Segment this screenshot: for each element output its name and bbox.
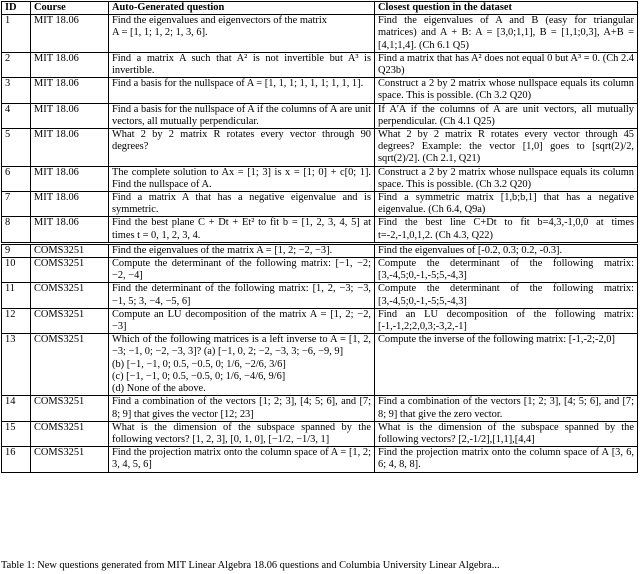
closest-question: Find an LU decomposition of the following matrix: [-1,-1,2;2,0,3;-3,2,-1]: [375, 308, 638, 333]
generated-question: What 2 by 2 matrix R rotates every vector through 90 degrees?: [109, 129, 375, 167]
row-id: 11: [2, 283, 31, 308]
table-row: [2, 217, 638, 243]
generated-question: Find the determinant of the following matrix: [1, 2, −3; −3, −1, 5; 3, −4, −5, 6]: [109, 283, 375, 308]
header-closest: Closest question in the dataset: [375, 2, 638, 15]
row-id: 16: [2, 447, 31, 472]
table-row: [2, 258, 638, 283]
generated-question: Which of the following matrices is a left inverse to A = [1, 2, −3; −1, 0; −2, −3, 3]? (a) [−1, 0, 2; −2, −3, 3; −6, −9, 9] (b) [−1, −1, 0; 0.5, −0.5, 0; 1/6, −2/6, 3/6] (c) [−1, −1, 0; 0.5, −0.5, 0; 1/6, −4/6, 9/6] (d) None of the above.: [109, 334, 375, 396]
row-id: 15: [2, 421, 31, 446]
table-row: [2, 396, 638, 421]
header-generated: Auto-Generated question: [109, 2, 375, 15]
table-row: [2, 447, 638, 472]
table-row: [2, 192, 638, 217]
header-id: ID: [2, 2, 31, 15]
row-course: COMS3251: [31, 396, 109, 421]
closest-question: Find the eigenvalues of [-0.2, 0.3; 0.2, -0.3].: [375, 243, 638, 257]
table-row: [2, 78, 638, 103]
closest-question: Construct a 2 by 2 matrix whose nullspace equals its column space. This is possible. (Ch 3.2 Q20): [375, 166, 638, 191]
row-course: MIT 18.06: [31, 192, 109, 217]
generated-question: Find the eigenvalues of the matrix A = [1, 2; −2, −3].: [109, 243, 375, 257]
generated-question: Find a matrix A that has a negative eigenvalue and is symmetric.: [109, 192, 375, 217]
table-row: [2, 129, 638, 167]
row-course: COMS3251: [31, 258, 109, 283]
row-id: 14: [2, 396, 31, 421]
table-row: [2, 421, 638, 446]
closest-question: Find a matrix that has A² does not equal 0 but A³ = 0. (Ch 2.4 Q23b): [375, 52, 638, 77]
generated-question: Find the eigenvalues and eigenvectors of the matrix A = [1, 1; 1, 2; 1, 3, 6].: [109, 15, 375, 53]
row-course: MIT 18.06: [31, 103, 109, 128]
row-course: COMS3251: [31, 421, 109, 446]
row-course: COMS3251: [31, 283, 109, 308]
header-course: Course: [31, 2, 109, 15]
generated-question: The complete solution to Ax = [1; 3] is x = [1; 0] + c[0; 1]. Find the nullspace of A.: [109, 166, 375, 191]
table-row: [2, 166, 638, 191]
row-id: 8: [2, 217, 31, 243]
row-course: MIT 18.06: [31, 78, 109, 103]
closest-question: Compute the determinant of the following matrix: [3,-4,5;0,-1,-5;5,-4,3]: [375, 283, 638, 308]
row-id: 2: [2, 52, 31, 77]
table-row: [2, 283, 638, 308]
table-caption: Table 1: New questions generated from MIT Linear Algebra 18.06 questions and Columbia University Linear Algebra...: [1, 560, 500, 571]
table-row: [2, 15, 638, 53]
generated-question: Find a combination of the vectors [1; 2; 3], [4; 5; 6], and [7; 8; 9] that gives the vector [12; 23]: [109, 396, 375, 421]
row-course: MIT 18.06: [31, 166, 109, 191]
closest-question: Construct a 2 by 2 matrix whose nullspace equals its column space. This is possible. (Ch 3.2 Q20): [375, 78, 638, 103]
closest-question: What is the dimension of the subspace spanned by the following vectors? [2,-1/2],[1,1],[4,4]: [375, 421, 638, 446]
closest-question: What 2 by 2 matrix R rotates every vector through 45 degrees? Example: the vector [1,0] goes to [sqrt(2)/2, sqrt(2)/2]. (Ch 2.1, Q21): [375, 129, 638, 167]
header-row: [2, 2, 638, 15]
generated-question: Compute the determinant of the following matrix: [−1, −2; −2, −4]: [109, 258, 375, 283]
generated-question: Find a matrix A such that A² is not invertible but A³ is invertible.: [109, 52, 375, 77]
row-course: COMS3251: [31, 334, 109, 396]
row-id: 7: [2, 192, 31, 217]
generated-question: Find the best plane C + Dt + Et² to fit b = [1, 2, 3, 4, 5] at times t = 0, 1, 2, 3, 4.: [109, 217, 375, 243]
closest-question: Find a combination of the vectors [1; 2; 3], [4; 5; 6], and [7; 8; 9] that give the zero vector.: [375, 396, 638, 421]
closest-question: Find the projection matrix onto the column space of A [3, 6, 6; 4, 8, 8].: [375, 447, 638, 472]
generated-question: Compute an LU decomposition of the matrix A = [1, 2; −2, −3]: [109, 308, 375, 333]
row-id: 13: [2, 334, 31, 396]
table-row: [2, 103, 638, 128]
row-id: 9: [2, 243, 31, 257]
generated-question: Find the projection matrix onto the column space of A = [1, 2; 3, 4, 5, 6]: [109, 447, 375, 472]
questions-table: [1, 1, 638, 473]
row-id: 1: [2, 15, 31, 53]
row-course: MIT 18.06: [31, 217, 109, 243]
row-id: 5: [2, 129, 31, 167]
closest-question: Compute the determinant of the following matrix: [3,-4,5;0,-1,-5;5,-4,3]: [375, 258, 638, 283]
row-id: 12: [2, 308, 31, 333]
row-id: 3: [2, 78, 31, 103]
table-row: [2, 308, 638, 333]
closest-question: If A'A if the columns of A are unit vectors, all mutually perpendicular. (Ch 4.1 Q25): [375, 103, 638, 128]
closest-question: Compute the inverse of the following matrix: [-1,-2;-2,0]: [375, 334, 638, 396]
row-id: 4: [2, 103, 31, 128]
row-id: 10: [2, 258, 31, 283]
row-course: MIT 18.06: [31, 52, 109, 77]
row-course: MIT 18.06: [31, 129, 109, 167]
table-row: [2, 334, 638, 396]
generated-question: Find a basis for the nullspace of A if the columns of A are unit vectors, all mutually perpendicular.: [109, 103, 375, 128]
closest-question: Find the best line C+Dt to fit b=4,3,-1,0,0 at times t=-2,-1,0,1,2. (Ch 4.3, Q22): [375, 217, 638, 243]
generated-question: What is the dimension of the subspace spanned by the following vectors? [1, 2, 3], [0, 1, 0], [−1/2, −1/3, 1]: [109, 421, 375, 446]
row-id: 6: [2, 166, 31, 191]
row-course: COMS3251: [31, 243, 109, 257]
generated-question: Find a basis for the nullspace of A = [1, 1, 1; 1, 1, 1; 1, 1, 1].: [109, 78, 375, 103]
row-course: COMS3251: [31, 447, 109, 472]
table-row: [2, 243, 638, 257]
row-course: COMS3251: [31, 308, 109, 333]
closest-question: Find a symmetric matrix [1,b;b,1] that has a negative eigenvalue. (Ch 6.4, Q9a): [375, 192, 638, 217]
closest-question: Find the eigenvalues of A and B (easy for triangular matrices) and A + B: A = [3,0;1,1], B = [1,1;0,3], A+B = [4,1;1,4]. (Ch 6.1 Q5): [375, 15, 638, 53]
table-row: [2, 52, 638, 77]
row-course: MIT 18.06: [31, 15, 109, 53]
